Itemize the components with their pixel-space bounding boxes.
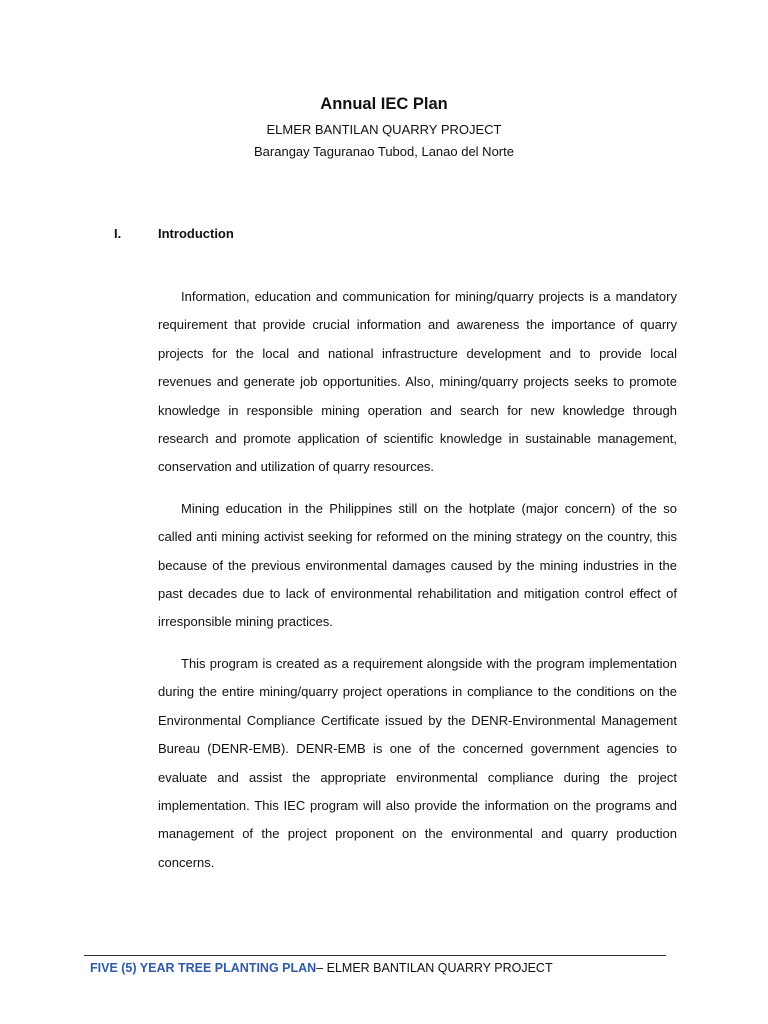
section-title: Introduction xyxy=(158,226,234,241)
body-paragraph: This program is created as a requirement alongside with the program implementation during the entire mining/quarry project operations in compliance to the conditions on the Environmental Compliance Certificate issued by the DENR-Environmental Management Bureau (DENR-EMB). DENR-EMB is one of the concerned government agencies to evaluate and assist the appropriate environmental compliance during the project implementation. This IEC program will also provide the information on the programs and management of the project proponent on the environmental and quarry production concerns. xyxy=(158,655,677,870)
page-footer xyxy=(90,961,553,975)
body-paragraph: Information, education and communication for mining/quarry projects is a mandatory requirement that provide crucial information and awareness the importance of quarry projects for the local and national infrastructure development and to provide local revenues and generate job opportunities. Also, mining/quarry projects seeks to promote knowledge in responsible mining operation and search for new knowledge through research and promote application of scientific knowledge in sustainable management, conservation and utilization of quarry resources. xyxy=(158,289,677,475)
section-body xyxy=(158,283,677,890)
project-location: Barangay Taguranao Tubod, Lanao del Norte xyxy=(254,144,514,159)
footer-divider xyxy=(84,955,666,956)
document-title: Annual IEC Plan xyxy=(320,95,448,113)
section-heading xyxy=(114,226,234,241)
footer-plan-title: FIVE (5) YEAR TREE PLANTING PLAN xyxy=(90,961,317,975)
body-paragraph: Mining education in the Philippines still on the hotplate (major concern) of the so called anti mining activist seeking for reformed on the mining strategy on the country, this because of the previous environmental damages caused by the mining industries in the past decades due to lack of environmental rehabilitation and mitigation control effect of irresponsible mining practices. xyxy=(158,500,677,630)
section-number: I. xyxy=(114,226,122,241)
footer-project-name: – ELMER BANTILAN QUARRY PROJECT xyxy=(316,961,553,975)
project-name: ELMER BANTILAN QUARRY PROJECT xyxy=(266,122,502,137)
